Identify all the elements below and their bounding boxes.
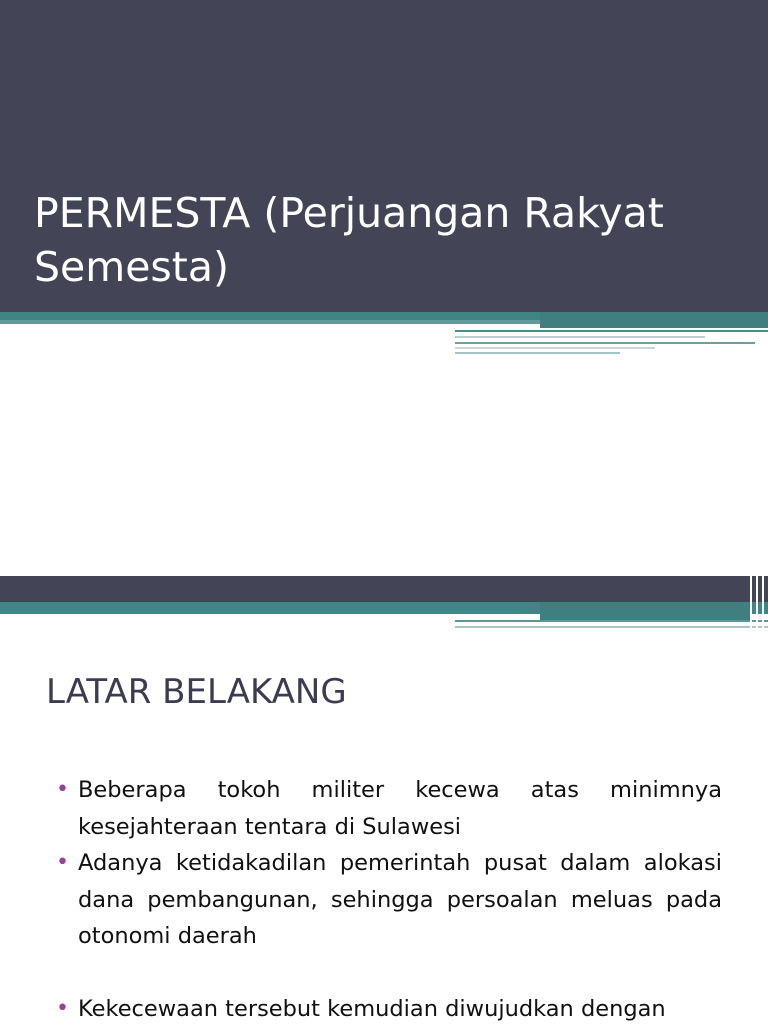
accent-line [620,623,760,625]
accent-line [455,352,620,354]
accent-line [455,620,768,622]
content-slide [0,576,768,1024]
slide-title: PERMESTA (Perjuangan Rakyat Semesta) [34,189,664,291]
list-item [56,845,722,955]
accent-line [455,342,755,344]
accent-line [455,336,705,338]
accent-block-right [540,602,750,620]
list-item [56,991,722,1024]
accent-stripe [762,576,764,628]
content-slide-header [0,576,768,602]
bullet-icon: • [56,995,69,1021]
accent-stripe [756,576,758,628]
bullet-text: Adanya ketidakadilan pemerintah pusat dalam alokasi dana pembangunan, sehingga persoalan meluas pada otonomi daerah [78,850,722,949]
bullet-icon: • [56,850,69,875]
title-slide-header [0,0,768,312]
accent-stripe [750,576,752,628]
accent-line [455,330,768,332]
slide-heading: LATAR BELAKANG [46,672,347,712]
bullet-icon: • [56,777,69,802]
accent-block-right [540,312,768,328]
bullet-text: Kekecewaan tersebut kemudian diwujudkan dengan [78,995,666,1022]
accent-line [455,347,655,349]
list-item [56,772,722,845]
bullet-list [56,772,722,1024]
bullet-text: Beberapa tokoh militer kecewa atas minimnya kesejahteraan tentara di Sulawesi [78,777,722,840]
accent-line [455,626,768,628]
